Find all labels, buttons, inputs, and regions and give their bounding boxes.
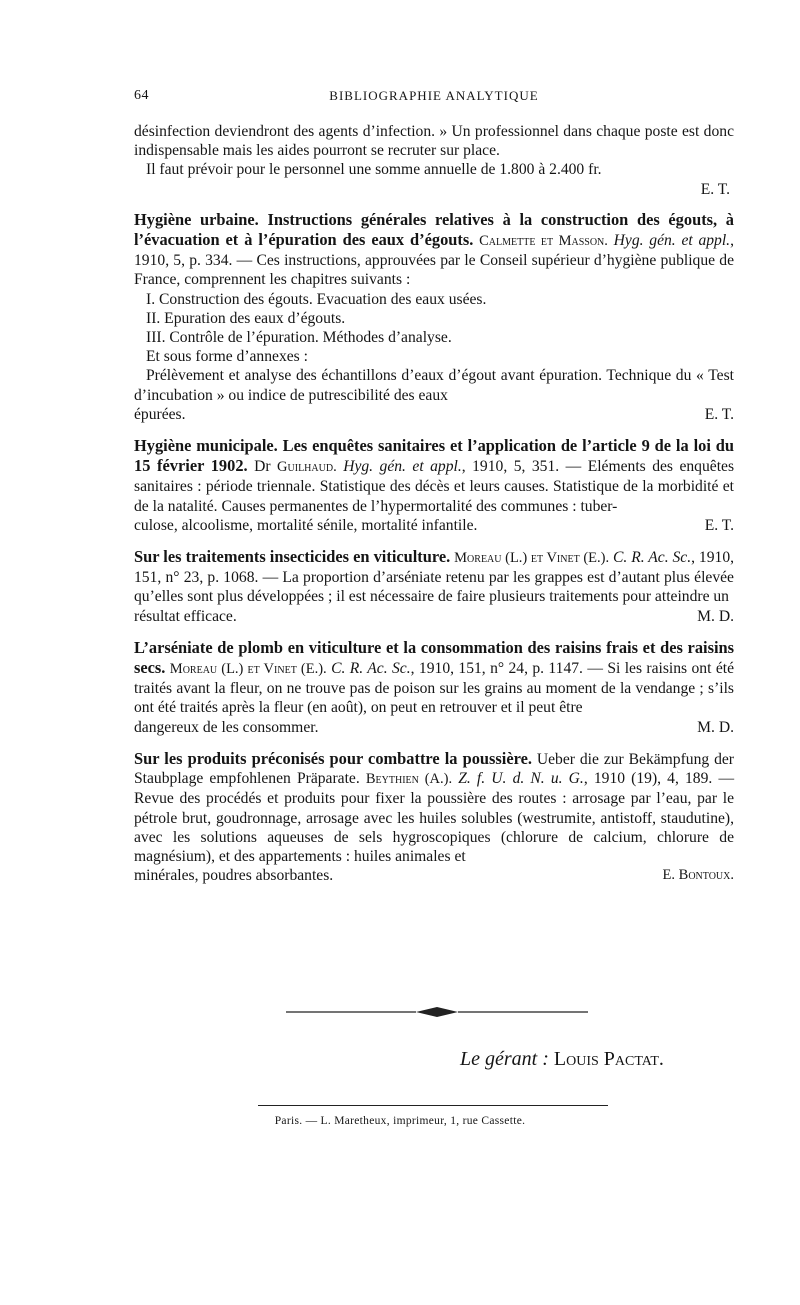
entry-author-prefix: Dr: [254, 458, 278, 476]
author-initials: E. T.: [704, 405, 734, 423]
entry-journal: C. R. Ac. Sc.: [613, 549, 692, 567]
entry-continuation: [134, 122, 734, 199]
entry-summary-end: résultat efficace.: [134, 607, 237, 625]
entry-authors: Calmette et Masson.: [479, 233, 608, 250]
paragraph: désinfection deviendront des agents d’infection. » Un professionnel dans chaque poste est donc indispensable mais les aides pourront se recruter sur place.: [134, 123, 734, 160]
gerant-label: Le gérant :: [460, 1048, 549, 1070]
list-item: II. Epuration des eaux d’égouts.: [146, 309, 346, 327]
author-initials: E. T.: [700, 180, 730, 198]
entry-last-line: [134, 718, 734, 737]
entry-journal: Hyg. gén. et appl.: [343, 458, 462, 476]
entry-produits-poussiere: [134, 749, 734, 885]
entry-journal: C. R. Ac. Sc.: [331, 660, 411, 678]
list-item: épurées.: [134, 405, 186, 423]
author-name: E. Bontoux.: [662, 867, 734, 884]
entry-authors: Moreau (L.) et Vinet (E.).: [169, 661, 327, 678]
entry-last-line: [134, 866, 734, 885]
entry-citation: , 1910, 5, 351.: [461, 458, 560, 476]
running-title: BIBLIOGRAPHIE ANALYTIQUE: [329, 88, 539, 103]
page-number: 64: [134, 88, 149, 103]
entry-heading: L’arséniate de plomb en viticulture et la consommation des raisins frais et des raisins secs.: [134, 637, 734, 678]
entry-summary: — Ces instructions, approuvées par le Conseil supérieur d’hygiène publique de France, comprennent les chapitres suivants :: [134, 252, 735, 289]
entry-last-line: [134, 607, 734, 626]
author-initials: M. D.: [697, 607, 734, 625]
spacer: [134, 424, 734, 436]
paragraph: Il faut prévoir pour le personnel une somme annuelle de 1.800 à 2.400 fr.: [146, 161, 602, 179]
running-head: [134, 88, 734, 108]
entry-summary: — Eléments des enquêtes sanitaires : période triennale. Statistique des décès et leurs causes. Statistique de la morbidité et de la natalité. Causes permanentes de l’hypermortalité des communes : tuber-: [134, 458, 735, 515]
entry-citation: , 1910, 151, n° 23, p. 1068.: [134, 549, 735, 587]
spacer: [134, 199, 734, 210]
list-item: III. Contrôle de l’épuration. Méthodes d’analyse.: [146, 329, 452, 347]
entry-hygiene-municipale: [134, 436, 734, 535]
entry-summary: — Si les raisins ont été traités avant la fleur, on ne trouve pas de poison sur les grains au moment de la vendange ; s’ils ont été traités après la fleur (en août), on peut en retrouver et il peut être: [134, 660, 734, 717]
author-initials: M. D.: [697, 718, 734, 736]
entry-citation: , 1910, 151, n° 24, p. 1147.: [410, 660, 583, 678]
entry-authors: Moreau (L.) et Vinet (E.).: [454, 550, 610, 567]
entry-citation: , 1910, 5, p. 334.: [134, 232, 734, 270]
spacer: [134, 535, 734, 547]
entry-summary-end: culose, alcoolisme, mortalité sénile, mortalité infantile.: [134, 516, 478, 534]
entry-hygiene-urbaine: [134, 210, 734, 424]
printer-imprint: Paris. — L. Maretheux, imprimeur, 1, rue Cassette.: [274, 1115, 526, 1127]
entry-journal: Z. f. U. d. N. u. G.: [458, 770, 584, 788]
entry-citation: , 1910 (19), 4, 189.: [583, 770, 713, 788]
entry-heading: Hygiène municipale. Les enquêtes sanitaires et l’application de l’article 9 de la loi du 15 février 1902.: [134, 436, 734, 476]
entry-authors: Beythien (A.).: [365, 771, 453, 788]
gerant-signature: [460, 1048, 750, 1071]
entry-traitements-insecticides: [134, 547, 734, 626]
list-intro: Et sous forme d’annexes :: [146, 348, 308, 366]
author-initials: E. T.: [704, 516, 734, 534]
entry-arseniate-de-plomb: [134, 638, 734, 737]
list-item: Prélèvement et analyse des échantillons d’eaux d’égout avant épuration. Technique du « Test d’incubation » ou indice de putrescibilité des eaux: [134, 367, 734, 404]
entry-last-line: [134, 405, 734, 424]
entry-authors: Guilhaud.: [277, 459, 337, 476]
list-item: I. Construction des égouts. Evacuation des eaux usées.: [146, 290, 487, 308]
footer-rule: [258, 1105, 608, 1106]
spacer: [134, 626, 734, 638]
entry-summary: — La proportion d’arséniate retenu par les grappes est d’autant plus élevée qu’elles sont plus développées ; il est nécessaire de faire plusieurs traitements pour atteindre un: [134, 569, 734, 606]
entry-last-line: [134, 516, 734, 535]
entry-summary-end: minérales, poudres absorbantes.: [134, 867, 334, 885]
spacer: [134, 737, 734, 749]
entry-source-title: Ueber die zur Bekämpfung der Staubplage empfohlenen Präparate.: [134, 750, 734, 788]
gerant-name: Louis Pactat.: [553, 1048, 664, 1070]
entry-summary: — Revue des procédés et produits pour fixer la poussière des routes : arrosage par l’eau, par le pétrole brut, goudronnage, arrosage avec les huiles solubles (westrumite, antistoff, staudutine), avec les solutions aqueuses de sels hygroscopiques (chlorure de calcium, chlorure de magnésium), et des appartements : huiles animales et: [134, 770, 735, 865]
ornament-divider-icon: [286, 1005, 588, 1019]
entry-heading: Sur les produits préconisés pour combattre la poussière.: [134, 748, 532, 768]
entry-heading: Sur les traitements insecticides en viticulture.: [134, 547, 451, 567]
entry-heading: Hygiène urbaine. Instructions générales relatives à la construction des égouts, à l’évacuation et à l’épuration des eaux d’égouts.: [134, 209, 734, 250]
entry-summary-end: dangereux de les consommer.: [134, 718, 319, 736]
entry-journal: Hyg. gén. et appl.: [613, 232, 731, 250]
page-body: [134, 122, 734, 885]
